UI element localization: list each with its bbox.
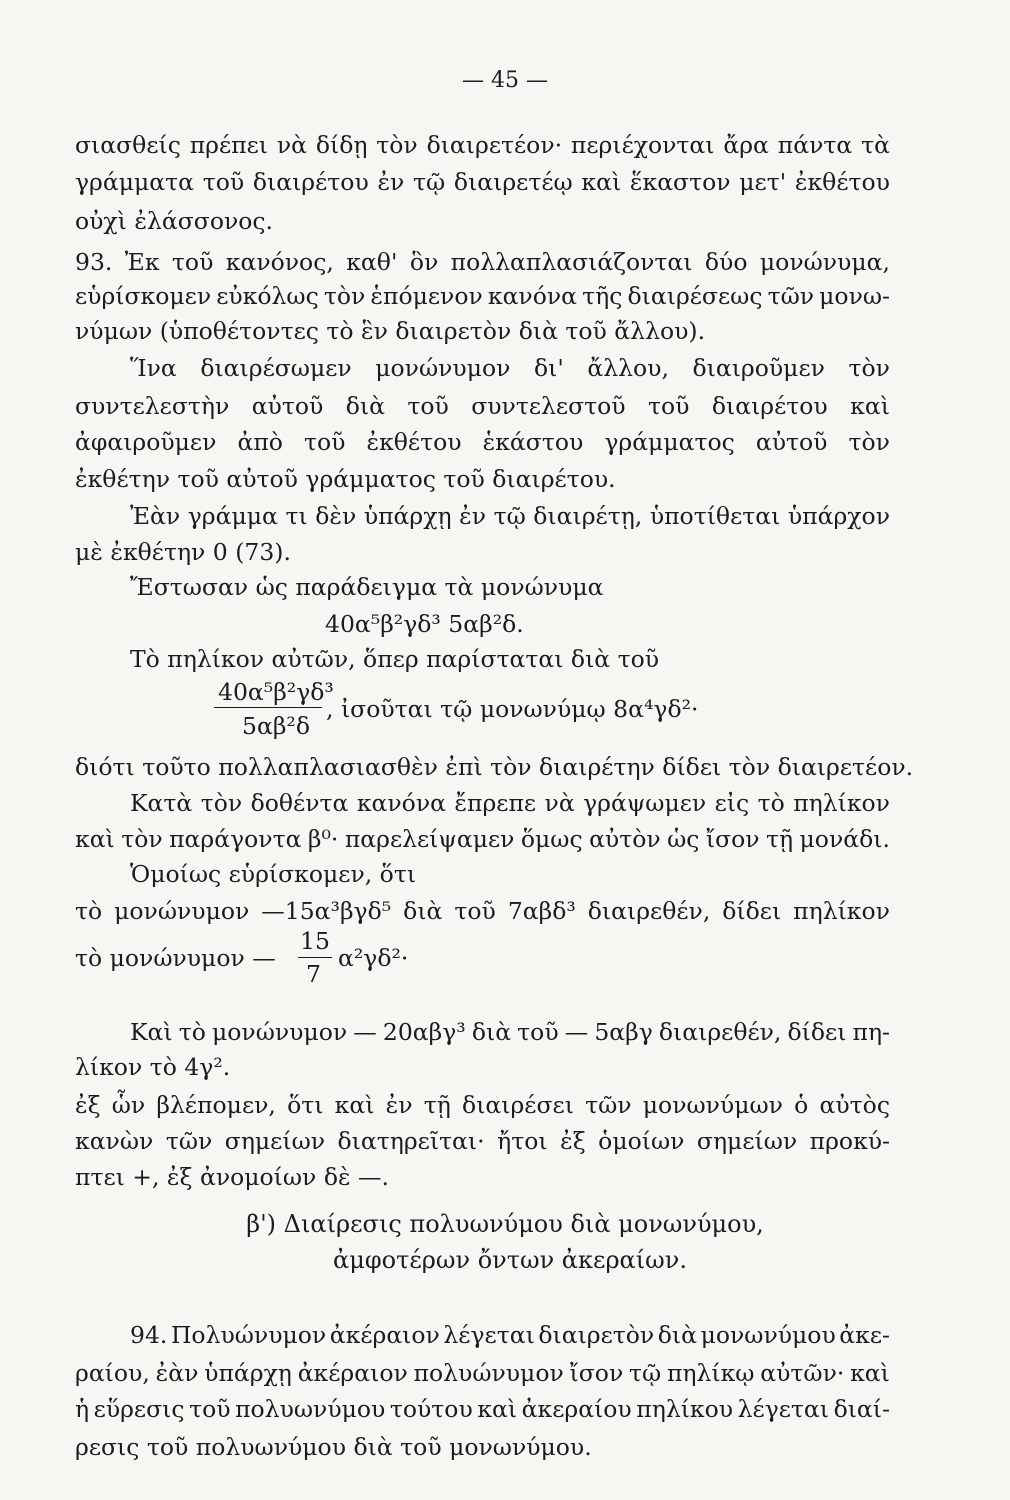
- word: ἀπὸ: [237, 428, 283, 456]
- word: τοῦ: [517, 1018, 559, 1046]
- text-line: [130, 786, 890, 820]
- fraction-numerator: 40α⁵β²γδ³: [218, 678, 334, 706]
- word: διαιρέσωμεν: [200, 354, 352, 382]
- word: ὡς: [667, 825, 700, 853]
- text-line: [75, 894, 890, 928]
- word: μονώνυμα,: [759, 248, 890, 276]
- word: κανόνος,: [225, 248, 334, 276]
- word: μονωνύμου: [700, 1321, 836, 1349]
- word: καὶ: [477, 1395, 518, 1423]
- word: ὑπάρχῃ: [204, 1359, 292, 1387]
- rule-line: [75, 425, 890, 459]
- word: μονώνυμον: [375, 354, 511, 382]
- word: δοθέντα: [250, 789, 349, 817]
- word: τῶν: [767, 282, 815, 310]
- word: ὑποτίθεται: [649, 502, 781, 530]
- text-line: [75, 1088, 890, 1122]
- word: νὰ: [276, 131, 307, 159]
- text-line: [130, 499, 890, 533]
- fraction-denominator: 5αβ²δ: [242, 712, 310, 740]
- text-line: οὐχὶ ἐλάσσονος.: [75, 207, 274, 235]
- word: δίδῃ: [315, 131, 368, 159]
- word: τὸν: [848, 354, 890, 382]
- word: πολυώνυμον: [413, 1359, 564, 1387]
- word: τοῦ: [303, 428, 346, 456]
- word: ἐν: [377, 168, 405, 196]
- word: διαιρέτου: [252, 168, 369, 196]
- word: ὅτι: [287, 1091, 324, 1119]
- word: ἐκθέτου: [366, 428, 462, 456]
- word: εἰς: [714, 789, 750, 817]
- word: ἴσον: [569, 1359, 624, 1387]
- word: καὶ: [850, 392, 890, 420]
- word: ἄλλου,: [587, 354, 669, 382]
- word: ἐκθέτου: [794, 168, 890, 196]
- word: πρέπει: [189, 131, 268, 159]
- word: τῆς: [582, 282, 623, 310]
- word: τοῦ: [171, 248, 214, 276]
- rule-line: [75, 389, 890, 423]
- word: εὐκόλως: [216, 282, 319, 310]
- word: ἐξ: [75, 1091, 101, 1119]
- text-line: [75, 1356, 890, 1390]
- word: λέγεται: [443, 1321, 535, 1349]
- word: ἑκάστου: [482, 428, 584, 456]
- word: τῇ: [423, 1091, 451, 1119]
- word: καὶ: [75, 825, 115, 853]
- word: δύο: [704, 248, 748, 276]
- word: ὁμοίων: [598, 1127, 685, 1155]
- word: ὧν: [111, 1091, 146, 1119]
- word: 20αβγ³: [382, 1018, 466, 1046]
- word: προκύ-: [809, 1127, 890, 1155]
- word: εὑρίσκομεν: [75, 282, 212, 310]
- word: ἤτοι: [497, 1127, 548, 1155]
- section-heading-line2: ἀμφοτέρων ὄντων ἀκεραίων.: [333, 1246, 687, 1274]
- text-line: [75, 128, 890, 162]
- word: μονώνυμον: [212, 1018, 348, 1046]
- word: γράμματα: [75, 168, 195, 196]
- word: τοῦ: [454, 897, 496, 925]
- word: λέγεται: [737, 1395, 829, 1423]
- word: τῶν: [585, 1091, 632, 1119]
- word: διαιρέτου: [711, 392, 828, 420]
- word: σημείων: [696, 1127, 798, 1155]
- word: τὸ: [178, 1018, 206, 1046]
- word: τῷ: [629, 1359, 662, 1387]
- fraction-bar: [214, 707, 322, 708]
- word: διαιρετέον·: [426, 131, 563, 159]
- word: συντελεστοῦ: [471, 392, 626, 420]
- word: παρελείψαμεν: [344, 825, 515, 853]
- word: τούτου: [389, 1395, 473, 1423]
- word: καθ': [346, 248, 398, 276]
- word: δίδει: [787, 1018, 847, 1046]
- text-line: [75, 1124, 890, 1158]
- text-line: [130, 1318, 890, 1352]
- word: 7αβδ³: [507, 897, 576, 925]
- word: αὐτὸς: [819, 1091, 890, 1119]
- word: μονώνυμον: [114, 897, 250, 925]
- text-line: λίκον τὸ 4γ².: [75, 1053, 231, 1081]
- word: αὐτοῦ: [755, 428, 828, 456]
- rule-line: ἐκθέτην τοῦ αὐτοῦ γράμματος τοῦ διαιρέτου.: [75, 465, 616, 493]
- word: δὲν: [315, 502, 357, 530]
- word: παράγοντα: [169, 825, 302, 853]
- word: γράμματος: [604, 428, 735, 456]
- word: τῶν: [165, 1127, 213, 1155]
- word: ὁ: [794, 1091, 809, 1119]
- word: Ἵνα: [130, 354, 177, 382]
- rule-line: [130, 351, 890, 385]
- word: δίδει: [722, 897, 782, 925]
- word: τὸν: [376, 131, 418, 159]
- word: συντελεστὴν: [75, 392, 230, 420]
- section-heading: β') Διαίρεσις πολυωνύμου διὰ μονωνύμου,: [246, 1210, 764, 1238]
- word: μονάδι.: [799, 825, 890, 853]
- word: ἀκέραιον: [297, 1359, 408, 1387]
- text-line: μὲ ἐκθέτην 0 (73).: [75, 538, 291, 566]
- word: τὸν: [121, 825, 163, 853]
- word: ἕκαστον: [629, 168, 731, 196]
- text-line: νύμων (ὑποθέτοντες τὸ ἓν διαιρετὸν διὰ τοῦ ἄλλου).: [75, 317, 706, 345]
- text-line: [75, 822, 890, 856]
- text-line: [75, 279, 890, 313]
- word: Καὶ: [130, 1018, 173, 1046]
- word: διαιροῦμεν: [692, 354, 825, 382]
- text-line: Τὸ πηλίκον αὐτῶν, ὅπερ παρίσταται διὰ τοῦ: [130, 645, 660, 673]
- text-line: [75, 1392, 890, 1426]
- word: τῷ: [493, 502, 526, 530]
- text-line: πτει +, ἐξ ἀνομοίων δὲ —.: [75, 1163, 390, 1191]
- word: τι: [285, 502, 308, 530]
- word: τὸν: [323, 282, 366, 310]
- word: Ἐκ: [124, 248, 160, 276]
- word: ὃν: [409, 248, 439, 276]
- word: ἑπόμενον: [370, 282, 483, 310]
- fraction-numerator: 15: [300, 927, 330, 955]
- text-line: Ἔστωσαν ὡς παράδειγμα τὰ μονώνυμα: [130, 573, 604, 601]
- text-line: [130, 1015, 890, 1049]
- text-line: Ὁμοίως εὑρίσκομεν, ὅτι: [130, 860, 417, 888]
- word: σιασθείς: [75, 131, 181, 159]
- word: κανόνα: [487, 282, 578, 310]
- fraction-bar: [298, 957, 332, 958]
- word: γράψωμεν: [583, 789, 707, 817]
- word: τῇ: [766, 825, 794, 853]
- text-line: [75, 245, 890, 279]
- word: Πολυώνυμον: [170, 1321, 327, 1349]
- word: αὐτῶν·: [760, 1359, 845, 1387]
- word: διαιρέτῃ,: [533, 502, 643, 530]
- word: —: [353, 1018, 377, 1046]
- word: διὰ: [345, 392, 385, 420]
- word: διαιρεθέν,: [658, 1018, 782, 1046]
- word: Ἐὰν: [130, 502, 181, 530]
- word: γράμμα: [187, 502, 278, 530]
- word: νὰ: [544, 789, 575, 817]
- fraction-denominator: 7: [306, 960, 321, 988]
- word: καὶ: [581, 168, 622, 196]
- word: ἐὰν: [155, 1359, 199, 1387]
- word: εὕρεσις: [93, 1395, 185, 1423]
- word: διαιρετὸν: [538, 1321, 655, 1349]
- fraction-suffix: , ἰσοῦται τῷ μονωνύμῳ 8α⁴γδ²·: [326, 695, 699, 723]
- fraction-suffix: α²γδ²·: [338, 944, 409, 972]
- word: τὰ: [861, 131, 890, 159]
- word: πηλίκου: [636, 1395, 734, 1423]
- word: τοῦ: [189, 1395, 231, 1423]
- text-line: [75, 165, 890, 199]
- word: 5αβγ: [594, 1018, 653, 1046]
- word: καὶ: [334, 1091, 375, 1119]
- word: τὸ: [75, 897, 103, 925]
- word: τοῦ: [202, 168, 245, 196]
- word: ἐν: [459, 502, 487, 530]
- word: —15α³βγδ⁵: [261, 897, 392, 925]
- word: περιέχονται: [570, 131, 715, 159]
- text-line: ρεσις τοῦ πολυωνύμου διὰ τοῦ μονωνύμου.: [75, 1433, 592, 1461]
- word: πολλαπλασιάζονται: [450, 248, 693, 276]
- word: διαιρέσεως: [627, 282, 763, 310]
- word: Κατὰ: [130, 789, 193, 817]
- word: ἡ: [75, 1395, 90, 1423]
- word: ἀκεραίου: [521, 1395, 632, 1423]
- word: διαιρεθέν,: [587, 897, 711, 925]
- word: τοῦ: [407, 392, 449, 420]
- word: αὐτοῦ: [251, 392, 324, 420]
- fraction-prefix: τὸ μονώνυμον —: [75, 944, 276, 972]
- word: ἀφαιροῦμεν: [75, 428, 217, 456]
- word: ὅμως: [520, 825, 583, 853]
- word: ὑπάρχῃ: [363, 502, 452, 530]
- word: καὶ: [850, 1359, 890, 1387]
- word: διὰ: [471, 1018, 512, 1046]
- word: ἐν: [385, 1091, 413, 1119]
- word: κανὼν: [75, 1127, 154, 1155]
- word: 93.: [75, 248, 113, 276]
- word: μονω-: [819, 282, 890, 310]
- word: μετ': [739, 168, 787, 196]
- word: αὐτὸν: [589, 825, 661, 853]
- word: ἔπρεπε: [454, 789, 537, 817]
- word: τὸν: [848, 428, 890, 456]
- word: ραίου,: [75, 1359, 150, 1387]
- page-number: — 45 —: [462, 68, 548, 93]
- word: τῷ: [413, 168, 446, 196]
- example-monomials: 40α⁵β²γδ³ 5αβ²δ.: [325, 610, 524, 638]
- text-line: διότι τοῦτο πολλαπλασιασθὲν ἐπὶ τὸν διαιρέτην δίδει τὸν διαιρετέον.: [75, 753, 914, 781]
- word: διὰ: [403, 897, 443, 925]
- word: δι': [533, 354, 564, 382]
- word: τὸ: [757, 789, 785, 817]
- word: —: [564, 1018, 589, 1046]
- word: 94.: [130, 1321, 168, 1349]
- word: ἀκέραιον: [329, 1321, 440, 1349]
- word: πη-: [852, 1018, 890, 1046]
- word: ἴσον: [705, 825, 760, 853]
- word: διαιρετέῳ: [453, 168, 573, 196]
- word: διὰ: [657, 1321, 698, 1349]
- word: διατηρεῖται·: [337, 1127, 485, 1155]
- word: ἄρα: [723, 131, 769, 159]
- word: ἐξ: [560, 1127, 586, 1155]
- word: πηλίκῳ: [666, 1359, 755, 1387]
- word: πάντα: [777, 131, 853, 159]
- word: τὸν: [200, 789, 243, 817]
- word: πηλίκον: [793, 789, 890, 817]
- word: τοῦ: [647, 392, 690, 420]
- word: βλέπομεν,: [156, 1091, 276, 1119]
- word: πολυωνύμου: [235, 1395, 386, 1423]
- word: κανόνα: [356, 789, 446, 817]
- word: β⁰·: [307, 825, 339, 853]
- word: πηλίκον: [793, 897, 890, 925]
- word: μονωνύμων: [642, 1091, 783, 1119]
- word: σημείων: [224, 1127, 326, 1155]
- word: διαιρέσει: [462, 1091, 574, 1119]
- word: ὑπάρχον: [787, 502, 890, 530]
- word: διαί-: [833, 1395, 890, 1423]
- word: ἀκε-: [839, 1321, 890, 1349]
